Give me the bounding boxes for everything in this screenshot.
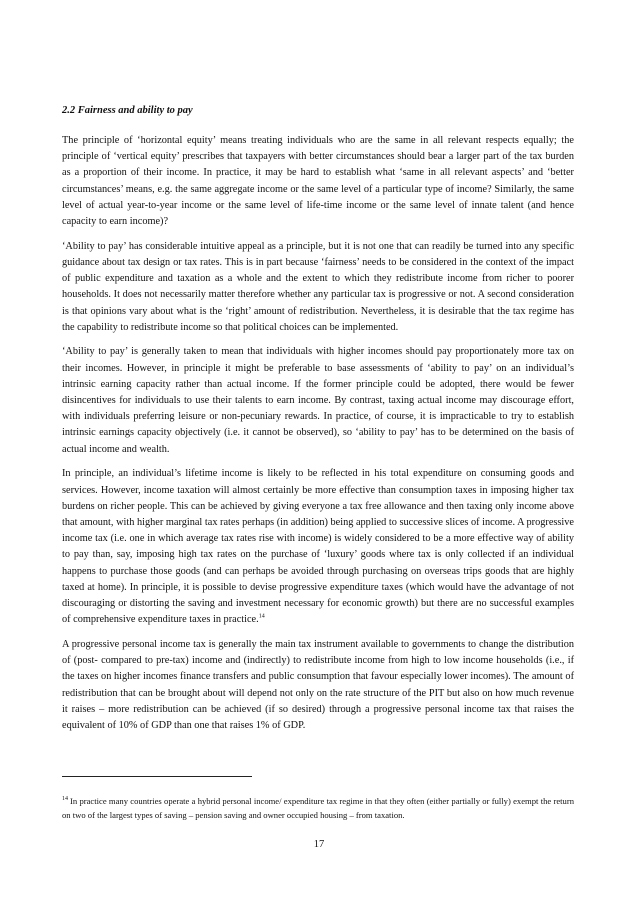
page-number: 17 (313, 839, 325, 850)
document-body (62, 104, 574, 743)
paragraph-ability-to-pay-meaning: ‘Ability to pay’ is generally taken to mean that individuals with higher incomes should pay proportionately more tax on their incomes. However, in principle it might be preferable to base assessments of ‘ability to pay’ on an individual’s intrinsic earning capacity rather than actual income. If the former principle could be adopted, there would be fewer disincentives for individuals to use their talents to earn income. By contrast, taxing actual income may discourage effort, with individuals preferring leisure or non-pecuniary rewards. In practice, of course, it is impracticable to try to establish intrinsic earnings capacity objectively (i.e. it cannot be observed), so ‘ability to pay’ has to be determined on the basis of actual income and wealth. (62, 346, 574, 455)
footnote-text: In practice many countries operate a hybrid personal income/ expenditure tax regime in that they often (either partially or fully) exempt the return on two of the largest types of saving – pension saving and owner occupied housing – from taxation. (62, 796, 574, 820)
footnote (62, 795, 574, 822)
paragraph-lifetime-income-text: In principle, an individual’s lifetime income is likely to be reflected in his total expenditure on consuming goods and services. However, income taxation will almost certainly be more effective than consumption taxes in imposing higher tax burdens on richer people. This can be achieved by giving everyone a tax free allowance and then taxing only income above that amount, with higher marginal tax rates perhaps (in addition) being applied to successive slices of income. A progressive income tax (i.e. one in which average tax rates rise with income) is widely considered to be a more effective way of ability to pay than, say, imposing high tax rates on the purchase of ‘luxury’ goods where tax is only collected if an individual happens to purchase those goods (and can perhaps be avoided through purchasing on overseas trips goods that are highly taxed at home). In principle, it is possible to devise progressive expenditure taxes (which would have the advantage of not discouraging or distorting the saving and investment necessary for economic growth) but there are no successful examples of comprehensive expenditure taxes in practice. (62, 468, 574, 626)
footnote-divider (62, 776, 252, 777)
footnote-reference[interactable]: 14 (258, 613, 265, 620)
paragraph-lifetime-income (62, 466, 574, 628)
footnote-marker: 14 (62, 796, 68, 803)
paragraph-ability-to-pay-appeal: ‘Ability to pay’ has considerable intuitive appeal as a principle, but it is not one that can readily be turned into any specific guidance about tax design or tax rates. This is in part because ‘fairness’ needs to be considered in the context of the impact of public expenditure and taxation as a whole and the extent to which they redistribute income from richer to poorer households. It does not necessarily matter therefore whether any particular tax is progressive or not. A second consideration is that opinions vary about what is the ‘right’ amount of redistribution. Nevertheless, it is desirable that the tax regime has the capability to redistribute income so that political choices can be implemented. (62, 240, 574, 333)
paragraph-progressive-income-tax: A progressive personal income tax is generally the main tax instrument available to governments to change the distribution of (post- compared to pre-tax) income and (indirectly) to redistribute income from high to low income households (i.e., if the taxes on higher incomes finance transfers and public consumption that favour especially lower incomes). The amount of redistribution that can be brought about will depend not only on the rate structure of the PIT but also on how much revenue it raises – more redistribution can be achieved (if so desired) through a progressive personal income tax that raises the equivalent of 10% of GDP than one that raises 1% of GDP. (62, 638, 574, 731)
paragraph-horizontal-equity: The principle of ‘horizontal equity’ means treating individuals who are the same in all relevant respects equally; the principle of ‘vertical equity’ prescribes that taxpayers with better circumstances should bear a larger part of the tax burden as a proportion of their income. In practice, it may be hard to establish what ‘same in all relevant aspects’ and ‘better circumstances’ means, e.g. the same aggregate income or the same level of a particular type of income? Similarly, the same level of actual year-to-year income or the same level of life-time income or the same level of innate talent (and hence capacity to earn income)? (62, 135, 574, 228)
section-heading: 2.2 Fairness and ability to pay (62, 105, 193, 116)
